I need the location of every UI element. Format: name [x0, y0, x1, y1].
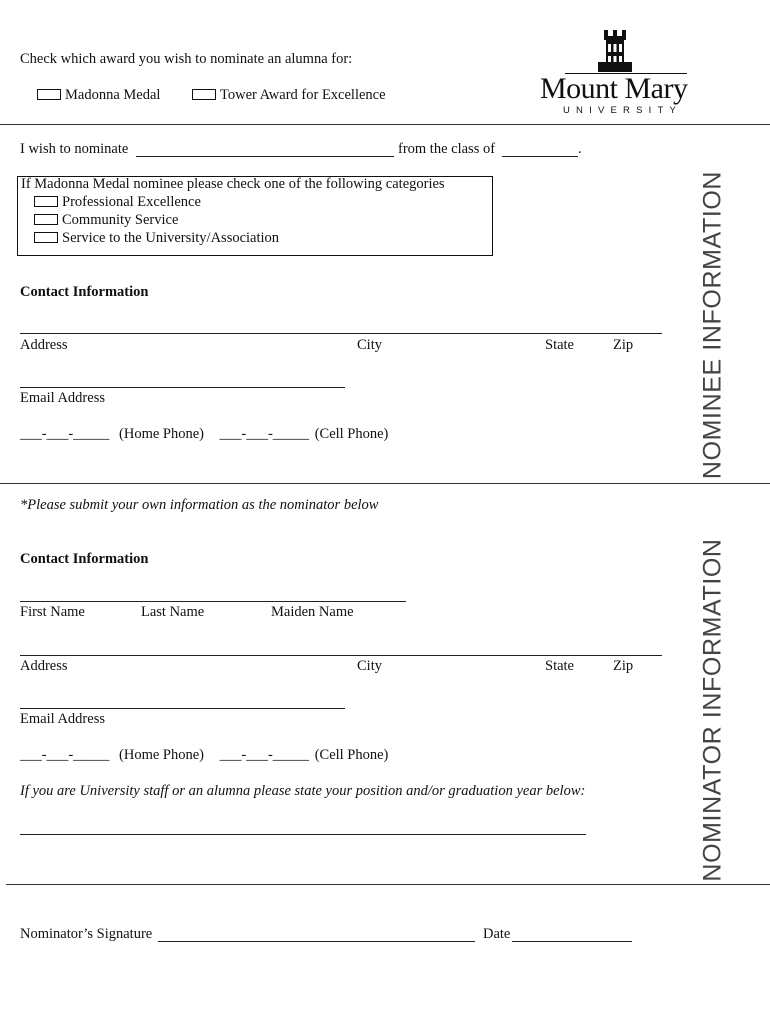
staff-prompt: If you are University staff or an alumna please state your position and/or graduation year below:	[20, 783, 586, 799]
madonna-medal-label: Madonna Medal	[65, 87, 161, 103]
class-of-label: from the class of	[398, 141, 496, 157]
nominator-email-field[interactable]	[20, 708, 345, 709]
category-label: Professional Excellence	[62, 194, 201, 210]
category-community-service[interactable]	[34, 212, 178, 229]
service-university-checkbox[interactable]	[34, 232, 58, 243]
nominator-home-phone-label: (Home Phone)	[119, 747, 205, 763]
category-label: Community Service	[62, 212, 179, 228]
section-divider-bottom	[6, 884, 770, 885]
category-service-university[interactable]	[34, 230, 279, 247]
section-divider-top	[0, 124, 770, 125]
tower-logo-icon	[590, 24, 640, 74]
professional-excellence-checkbox[interactable]	[34, 196, 58, 207]
nominator-contact-heading: Contact Information	[20, 551, 149, 567]
nominator-state-label: State	[545, 658, 574, 674]
nominee-email-field[interactable]	[20, 387, 345, 388]
community-service-checkbox[interactable]	[34, 214, 58, 225]
nominee-email-label: Email Address	[20, 390, 105, 406]
logo-name: Mount Mary	[540, 72, 688, 105]
nominee-contact-heading: Contact Information	[20, 284, 149, 300]
nominee-state-label: State	[545, 337, 574, 353]
nominee-name-field[interactable]	[136, 156, 394, 157]
nominator-phone-row	[20, 747, 388, 764]
category-label: Service to the University/Association	[62, 230, 280, 246]
class-year-field[interactable]	[502, 156, 578, 157]
nominator-name-field[interactable]	[20, 601, 406, 602]
madonna-medal-checkbox[interactable]	[37, 89, 61, 100]
nominee-address-field[interactable]	[20, 333, 662, 334]
category-professional-excellence[interactable]	[34, 194, 201, 211]
nominee-cell-phone-field[interactable]: ___-___-_____	[219, 426, 310, 442]
first-name-label: First Name	[20, 604, 85, 620]
class-period: .	[578, 141, 582, 157]
tower-award-option[interactable]	[192, 87, 386, 104]
madonna-medal-option[interactable]	[37, 87, 160, 104]
tower-award-label: Tower Award for Excellence	[220, 87, 386, 103]
nominator-zip-label: Zip	[613, 658, 634, 674]
section-divider-middle	[0, 483, 770, 484]
nominator-home-phone-field[interactable]: ___-___-_____	[20, 747, 110, 763]
last-name-label: Last Name	[141, 604, 205, 620]
award-prompt: Check which award you wish to nominate an alumna for:	[20, 51, 353, 67]
nominator-address-label: Address	[20, 658, 68, 674]
nominee-home-phone-field[interactable]: ___-___-_____	[20, 426, 110, 442]
nominator-city-label: City	[357, 658, 382, 674]
nominator-address-field[interactable]	[20, 655, 662, 656]
nominator-email-label: Email Address	[20, 711, 105, 727]
nominator-cell-phone-label: (Cell Phone)	[314, 747, 389, 763]
nominee-phone-row	[20, 426, 388, 443]
nominator-side-title: NOMINATOR INFORMATION	[698, 538, 727, 882]
nominator-cell-phone-field[interactable]: ___-___-_____	[219, 747, 310, 763]
staff-position-field[interactable]	[20, 834, 586, 835]
tower-award-checkbox[interactable]	[192, 89, 216, 100]
nominee-zip-label: Zip	[613, 337, 634, 353]
signature-field[interactable]	[158, 941, 475, 942]
date-field[interactable]	[512, 941, 632, 942]
nominee-address-label: Address	[20, 337, 68, 353]
signature-label: Nominator’s Signature	[20, 926, 153, 942]
categories-title: If Madonna Medal nominee please check one of the following categories	[21, 176, 445, 192]
nominee-side-title: NOMINEE INFORMATION	[698, 170, 727, 480]
nominee-cell-phone-label: (Cell Phone)	[314, 426, 389, 442]
maiden-name-label: Maiden Name	[271, 604, 354, 620]
nominee-home-phone-label: (Home Phone)	[119, 426, 205, 442]
logo-subtitle: UNIVERSITY	[563, 105, 683, 116]
nominator-note: *Please submit your own information as the nominator below	[20, 497, 379, 513]
nominee-city-label: City	[357, 337, 382, 353]
date-label: Date	[483, 926, 511, 942]
nominate-label: I wish to nominate	[20, 141, 129, 157]
